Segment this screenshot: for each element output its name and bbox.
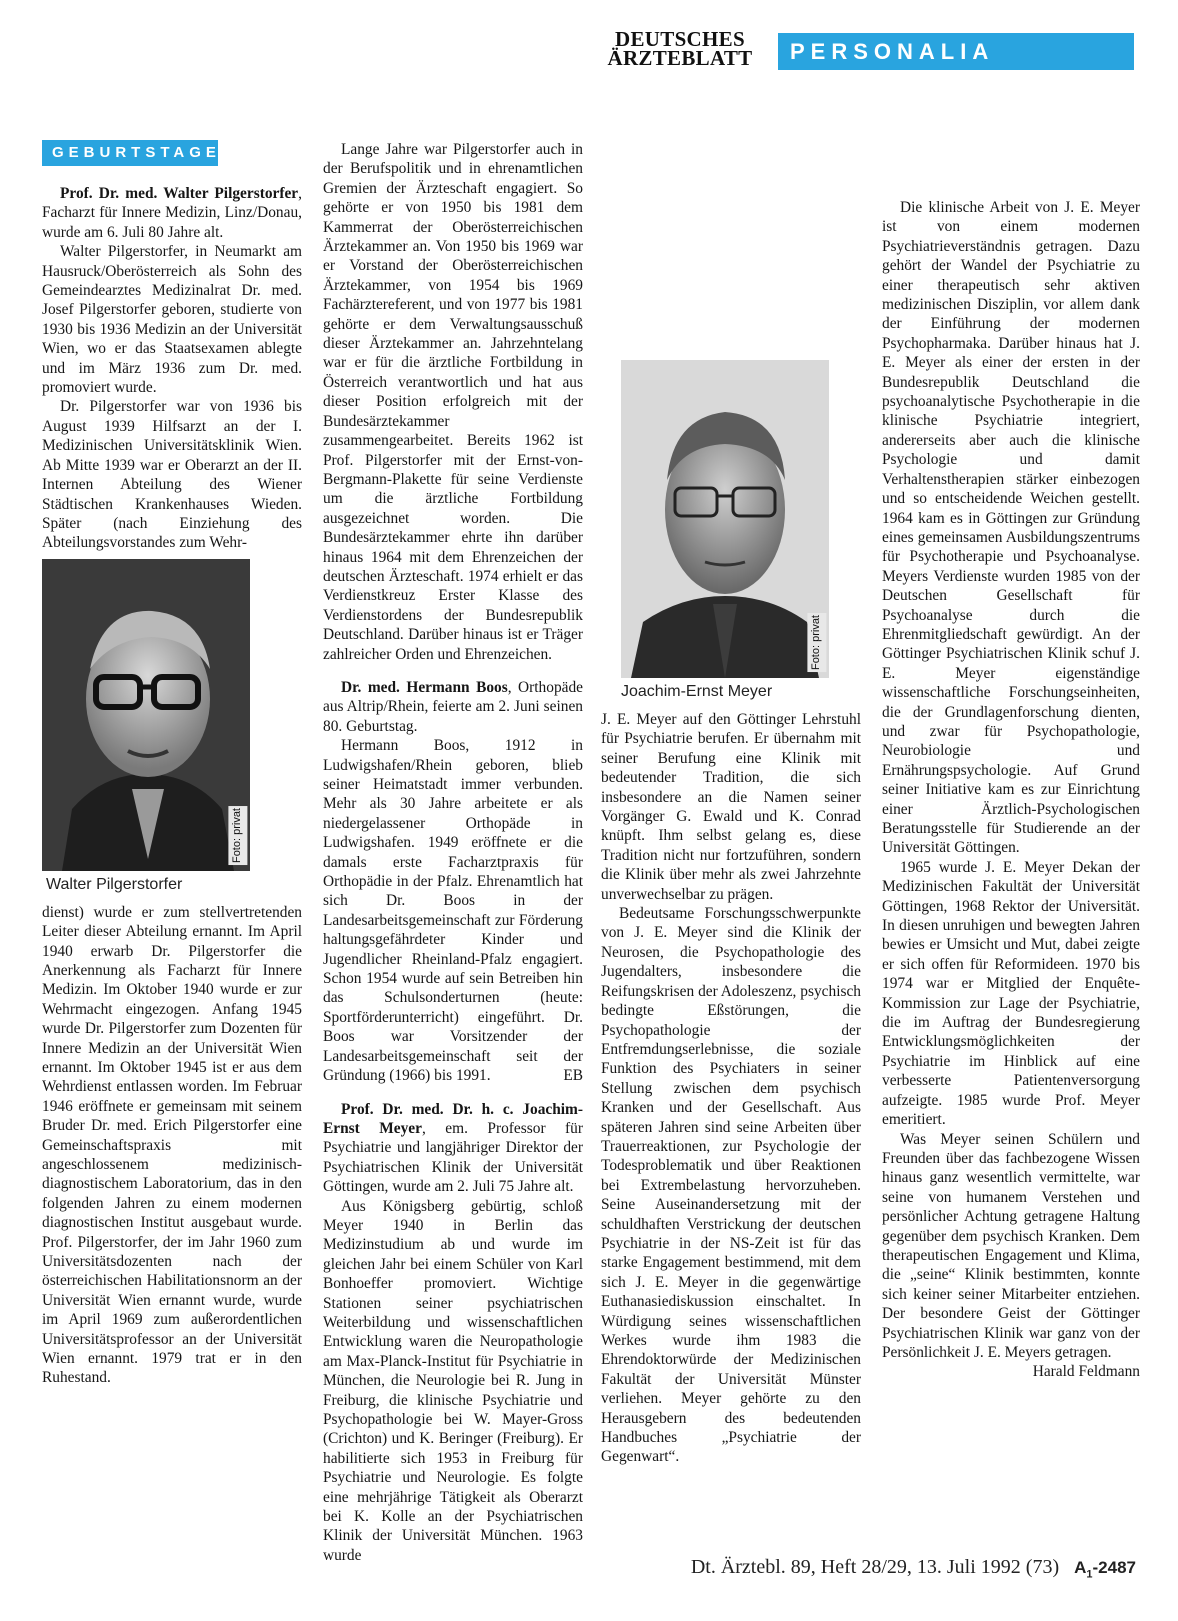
article-paragraph: Aus Königsberg gebürtig, schloß Meyer 1940 in Berlin das Medizinstudium ab und wurde im gleichen Jahr bei einem Schüler von Karl Bonhoeffer promoviert. Wichtige Stationen seiner psychiatrischen Weiterbildung und wissenschaftlichen Entwicklung waren die Neuropathologie am Max-Planck-Institut für Psychiatrie in München, die Neurologie bei R. Jung in Freiburg, die klinische Psychiatrie und Psychopathologie bei W. Mayer-Gross (Crichton) und K. Beringer (Freiburg). Er habilitierte sich 1953 in Freiburg für Psychiatrie und Neurologie. Es folgte eine mehrjährige Tätigkeit als Oberarzt bei K. Kolle an der Psychiatrischen Klinik der Universität München. 1963 wurde: [323, 1197, 583, 1564]
column-4-overflow-spacer: [882, 140, 1140, 198]
column-3-overflow-spacer: [601, 140, 861, 354]
article-paragraph: J. E. Meyer auf den Göttinger Lehrstuhl für Psychiatrie berufen. Er übernahm mit seiner Berufung eine Klinik mit bedeutender Tradition, die sich insbesondere an die Namen seiner Vorgänger G. Ewald und K. Conrad knüpft. Ihm selbst gelang es, diese Tradition nicht nur fortzuführen, sondern die Klinik über mehr als zwei Jahrzehnte unverwechselbar zu prägen.: [601, 711, 861, 903]
page-number: $A_1-2487$: [1074, 1558, 1136, 1581]
portrait-image: [621, 360, 829, 678]
column-3-body: [601, 140, 861, 1467]
article-intro: Prof. Dr. med. Walter Pilgerstorfer, Facharzt für Innere Medizin, Linz/Donau, wurde am 6. Juli 80 Jahre alt.: [42, 185, 302, 241]
author-signature: Harald Feldmann: [1032, 1363, 1140, 1381]
article-paragraph: Hermann Boos, 1912 in Ludwigshafen/Rhein geboren, blieb seiner Heimatstadt immer verbunden. Mehr als 30 Jahre arbeitete er als niedergelassener Orthopäde in Ludwigshafen. 1949 eröffnete er die damals erste Facharztpraxis für Orthopädie in der Pfalz. Ehrenamtlich hat sich Dr. Boos in der Landesarbeitsgemeinschaft zur Förderung haltungsgefährdeter Kinder und Jugendlicher Rheinland-Pfalz engagiert. Schon 1954 wurde auf sein Betreiben hin das Schulsonderturnen (heute: Sportförderunterricht) eingeführt. Dr. Boos war Vorsitzender der Landesarbeitsgemeinschaft seit der Gründung (1966) bis 1991. EB: [323, 737, 583, 1085]
column-heading: GEBURTSTAGE: [42, 140, 218, 166]
column-4: [882, 140, 1140, 1382]
article-paragraph: Dr. Pilgerstorfer war von 1936 bis August 1939 Hilfsarzt an der I. Medizinischen Universitätsklinik Wien. Ab Mitte 1939 war er Oberarzt an der II. Internen Abteilung des Wiener Städtischen Krankenhauses Wieden. Später (nach Einziehung des Abteilungsvorstandes zum Wehr-: [42, 398, 302, 552]
person-name: Prof. Dr. med. Dr. h. c. Joachim-Ernst Meyer: [323, 1100, 583, 1137]
article-paragraph: Lange Jahre war Pilgerstorfer auch in der Berufspolitik und in ehrenamtlichen Gremien der Ärzteschaft engagiert. So gehörte er von 1950 bis 1981 dem Kammerrat der Oberösterreichischen Ärztekammer an. Von 1950 bis 1969 war er Vorstand der Oberösterreichischen Ärztekammer, von 1954 bis 1969 Fachärztereferent, und von 1977 bis 1981 gehörte er dem Verwaltungsausschuß dieser Ärztekammer an. Jahrzehntelang war er für die ärztliche Fortbildung in Österreich verantwortlich und hat aus dieser Position erfolgreich mit der Bundesärztekammer zusammengearbeitet. Bereits 1962 ist Prof. Pilgerstorfer mit der Ernst-von-Bergmann-Plakette für seine Verdienste um die ärztliche Fortbildung ausgezeichnet worden. Die Bundesärztekammer ehrte ihn darüber hinaus 1964 mit dem Ehrenzeichen der deutschen Ärzteschaft. 1974 erhielt er das Verdienstkreuz Erster Klasse des Verdienstordens der Bundesrepublik Deutschland. Darüber hinaus ist er Träger zahlreicher Orden und Ehrenzeichen.: [323, 141, 583, 663]
article-paragraph: dienst) wurde er zum stellvertretenden Leiter dieser Abteilung ernannt. Im April 1940 erwarb Dr. Pilgerstorfer die Anerkennung als Facharzt für Innere Medizin. Im Oktober 1940 wurde er zur Wehrmacht eingezogen. Anfang 1945 wurde Dr. Pilgerstorfer zum Dozenten für Innere Medizin an der Universität Wien ernannt. Im Oktober 1945 ist er aus dem Wehrdienst entlassen worden. Im Februar 1946 eröffnete er gemeinsam mit seinem Bruder Dr. med. Erich Pilgerstorfer eine Gemeinschaftspraxis mit angeschlossenem medizinisch-diagnostischem Laboratorium, das in den folgenden Jahren zu einem modernen diagnostischen Institut ausgebaut wurde. Prof. Pilgerstorfer, der im Jahr 1960 zum Universitätsdozenten nach der österreichischen Habilitationsnorm an der Universität Wien ernannt wurde, wurde im April 1969 zum außerordentlichen Universitätsprofessor an der Universität Wien ernannt. 1979 trat er in den Ruhestand.: [42, 903, 302, 1387]
person-name: Dr. med. Hermann Boos: [341, 678, 508, 696]
journal-citation: Dt. Ärztebl. 89, Heft 28/29, 13. Juli 1992 (73): [690, 1556, 1060, 1578]
author-initials: EB: [563, 1067, 583, 1085]
article-paragraph: Walter Pilgerstorfer, in Neumarkt am Hausruck/Oberösterreich als Sohn des Gemeindearztes Medizinalrat Dr. med. Josef Pilgerstorfer geboren, studierte von 1930 bis 1936 Medizin an der Universität Wien, wo er das Staatsexamen ablegte und im März 1936 zum Dr. med. promoviert wurde.: [42, 243, 302, 397]
portrait-image: [42, 559, 250, 871]
column-1: [42, 140, 302, 1388]
article-paragraph: Bedeutsame Forschungsschwerpunkte von J. E. Meyer sind die Klinik der Neurosen, die Psychopathologie des Jugendalters, insbesondere die Reifungskrisen der Adoleszenz, psychisch bedingte Eßstörungen, die Psychopathologie der Entfremdungserlebnisse, die soziale Funktion des Psychiaters in seiner Stellung zwischen dem psychisch Kranken und der Gesellschaft. Aus späteren Jahren sind seine Arbeiten über Trauerreaktionen, zur Psychologie der Todesproblematik und über Reaktionen bei Extrembelastung hervorzuheben. Seine Auseinandersetzung mit der schuldhaften Verstrickung der deutschen Psychiatrie in der NS-Zeit ist für das starke Engagement bestimmend, mit dem sich J. E. Meyer in die gegenwärtige Euthanasiediskussion einschaltet. In Würdigung seines wissenschaftlichen Werkes wurde ihm 1983 die Ehrendoktorwürde der Medizinischen Fakultät der Universität Münster verliehen. Meyer gehörte zu den Herausgebern des bedeutenden Handbuches „Psychiatrie der Gegenwart“.: [601, 905, 861, 1466]
photo-caption: Joachim-Ernst Meyer: [621, 683, 773, 700]
article-paragraph: 1965 wurde J. E. Meyer Dekan der Medizinischen Fakultät der Universität Göttingen, 1968 Rektor der Universität. In diesen unruhigen und bewegten Jahren bewies er Umsicht und Mut, dabei zeigte er sich offen für Reformideen. 1970 bis 1974 war er Mitglied der Enquête-Kommission zur Lage der Psychiatrie, die im Auftrag der Bundesregierung Entwicklungsmöglichkeiten der Psychiatrie im Hinblick auf eine verbesserte Patientenversorgung aufzeigte. 1985 wurde Prof. Meyer emeritiert.: [882, 858, 1140, 1129]
page-footer: [691, 1556, 1136, 1580]
portrait-photo: [42, 559, 250, 871]
photo-caption: Walter Pilgerstorfer: [46, 875, 183, 893]
portrait-photo: [621, 360, 829, 678]
masthead-line1: DEUTSCHES: [615, 27, 745, 51]
person-name: Prof. Dr. med. Walter Pilgerstorfer: [60, 185, 299, 202]
article-paragraph: Die klinische Arbeit von J. E. Meyer ist von einem modernen Psychiatrieverständnis getragen. Dazu gehört der Wandel der Psychiatrie zu einer therapeutisch sehr aktiven medizinischen Disziplin, vor allem dank der Einführung der modernen Psychopharmaka. Darüber hinaus hat J. E. Meyer als einer der ersten in der Bundesrepublik Deutschland die psychoanalytische Psychotherapie in die klinische Psychiatrie integriert, andererseits aber auch die klinische Psychologie und damit Verhaltenstherapien stärker einbezogen und so entscheidende Weichen gestellt. 1964 kam es in Göttingen zur Gründung eines gemeinsamen Ausbildungszentrums für Psychotherapie und Psychoanalyse. Meyers Verdienste wurden 1985 von der Deutschen Gesellschaft für Psychoanalyse durch die Ehrenmitgliedschaft gewürdigt. An der Göttinger Psychiatrischen Klinik schuf J. E. Meyer eigenständige wissenschaftliche Forschungseinheiten, die der Grundlagenforschung dienten, und zwar für Psychopathologie, Neurobiologie und Ernährungspsychologie. Auf Grund seiner Initiative kam es zur Einrichtung einer Ärztlich-Psychologischen Beratungsstelle für Studierende an der Universität Göttingen.: [882, 199, 1140, 857]
masthead-logo: [602, 27, 758, 70]
masthead-line2: ÄRZTEBLATT: [607, 46, 753, 70]
photo-credit: Foto: privat: [228, 806, 247, 865]
article-intro: Prof. Dr. med. Dr. h. c. Joachim-Ernst Meyer, em. Professor für Psychiatrie und langjähriger Direktor der Psychiatrischen Klinik der Universität Göttingen, wurde am 2. Juli 75 Jahre alt.: [323, 1100, 583, 1196]
column-2: [323, 140, 583, 1565]
section-banner: PERSONALIA: [778, 33, 1134, 70]
photo-credit: Foto: privat: [807, 613, 826, 672]
article-paragraph: Was Meyer seinen Schülern und Freunden über das fachbezogene Wissen hinaus ganz wesentlich vermittelte, war seine von humanem Verstehen und persönlicher Achtung getragene Haltung gegenüber dem psychisch Kranken. Dem therapeutischen Engagement und Klima, die „seine“ Klinik bestimmten, konnte sich keiner seiner Mitarbeiter entziehen. Der besondere Geist der Göttinger Psychiatrischen Klinik war ganz von der Persönlichkeit J. E. Meyers getragen. Harald Feldmann: [882, 1130, 1140, 1381]
article-intro: Dr. med. Hermann Boos, Orthopäde aus Altrip/Rhein, feierte am 2. Juni seinen 80. Geburtstag.: [323, 678, 583, 735]
